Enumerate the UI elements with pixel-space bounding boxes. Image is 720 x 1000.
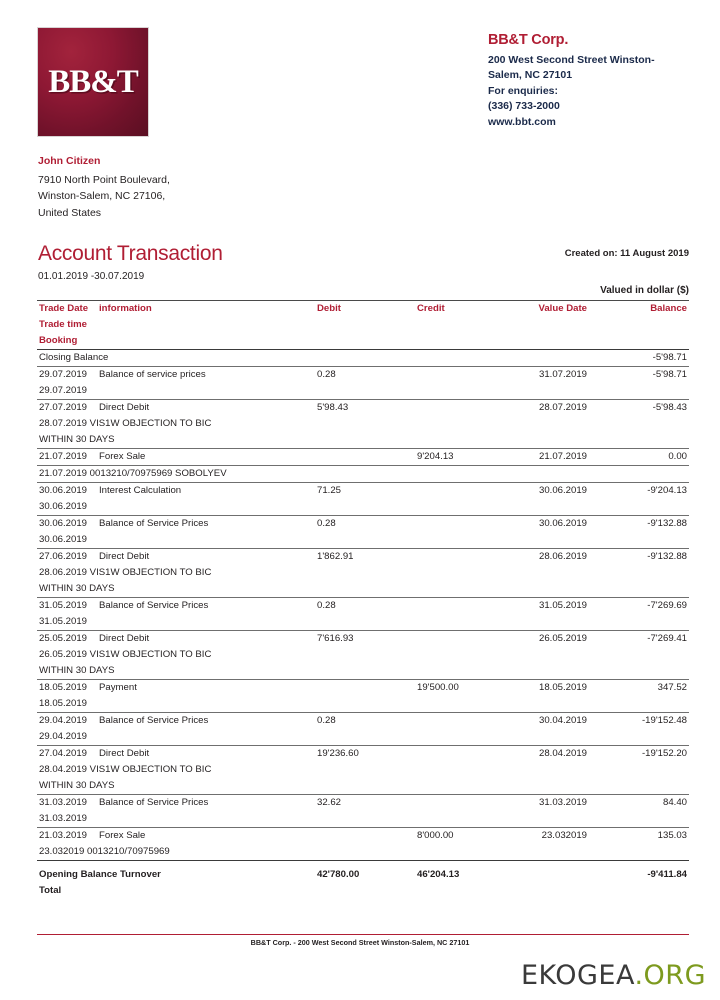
row-value-date: 28.06.2019 xyxy=(538,551,587,562)
row-information: Balance of Service Prices xyxy=(99,715,209,726)
row-balance: -5'98.71 xyxy=(652,369,687,380)
row-debit: 71.25 xyxy=(317,485,342,496)
row-information: Balance of Service Prices xyxy=(99,518,209,529)
table-row xyxy=(37,367,689,399)
row-balance: -19'152.48 xyxy=(641,715,687,726)
table-row xyxy=(37,549,689,597)
corporate-phone: (336) 733-2000 xyxy=(488,100,560,112)
row-credit: 9'204.13 xyxy=(417,451,454,462)
transactions-table xyxy=(37,300,689,899)
row-trade-date: 25.05.2019 xyxy=(39,633,88,644)
row-information: Direct Debit xyxy=(99,551,150,562)
closing-balance-value: -5'98.71 xyxy=(652,352,687,363)
row-balance: -7'269.41 xyxy=(647,633,687,644)
bbt-logo xyxy=(37,27,149,137)
header-booking: Booking xyxy=(39,335,78,346)
table-row xyxy=(37,400,689,448)
totals-balance: -9'411.84 xyxy=(647,869,687,880)
table-row xyxy=(37,631,689,679)
row-information: Direct Debit xyxy=(99,748,150,759)
row-debit: 1'862.91 xyxy=(317,551,354,562)
customer-name: John Citizen xyxy=(38,155,101,167)
row-trade-date: 30.06.2019 xyxy=(39,518,88,529)
row-detail-line: 28.06.2019 VIS1W OBJECTION TO BIC xyxy=(39,567,212,578)
row-detail-line: 29.07.2019 xyxy=(39,385,88,396)
row-credit: 8'000.00 xyxy=(417,830,454,841)
row-value-date: 18.05.2019 xyxy=(538,682,587,693)
corporate-enquiries-label: For enquiries: xyxy=(488,84,559,97)
valued-in-currency-label: Valued in dollar ($) xyxy=(600,285,689,296)
corporate-address-line: 200 West Second Street Winston- xyxy=(488,53,655,66)
row-trade-date: 27.04.2019 xyxy=(39,748,88,759)
row-detail-line: 31.03.2019 xyxy=(39,813,88,824)
bbt-logo-text: BB&T xyxy=(48,63,138,100)
row-trade-date: 30.06.2019 xyxy=(39,485,88,496)
row-value-date: 31.07.2019 xyxy=(538,369,587,380)
header-value-date: Value Date xyxy=(538,303,587,314)
table-header-row xyxy=(37,301,689,349)
row-value-date: 30.06.2019 xyxy=(538,518,587,529)
row-debit: 0.28 xyxy=(317,369,336,380)
row-value-date: 28.07.2019 xyxy=(538,402,587,413)
row-information: Balance of Service Prices xyxy=(99,600,209,611)
row-detail-line: 28.04.2019 VIS1W OBJECTION TO BIC xyxy=(39,764,212,775)
totals-label-secondary: Total xyxy=(39,885,62,896)
row-trade-date: 21.03.2019 xyxy=(39,830,88,841)
header-information: information xyxy=(99,303,152,314)
row-value-date: 30.04.2019 xyxy=(538,715,587,726)
row-information: Direct Debit xyxy=(99,402,150,413)
header-debit: Debit xyxy=(317,303,341,314)
row-trade-date: 21.07.2019 xyxy=(39,451,88,462)
row-value-date: 26.05.2019 xyxy=(538,633,587,644)
created-on-label: Created on: 11 August 2019 xyxy=(564,248,689,259)
table-row xyxy=(37,449,689,482)
customer-address-line: 7910 North Point Boulevard, xyxy=(38,173,170,186)
row-detail-line: 28.07.2019 VIS1W OBJECTION TO BIC xyxy=(39,418,212,429)
row-balance: -9'132.88 xyxy=(647,518,687,529)
row-credit: 19'500.00 xyxy=(417,682,459,693)
watermark xyxy=(521,960,706,991)
row-value-date: 28.04.2019 xyxy=(538,748,587,759)
row-trade-date: 31.03.2019 xyxy=(39,797,88,808)
row-information: Direct Debit xyxy=(99,633,150,644)
row-debit: 5'98.43 xyxy=(317,402,349,413)
customer-address-line: United States xyxy=(38,206,102,219)
row-value-date: 31.05.2019 xyxy=(538,600,587,611)
closing-balance-label: Closing Balance xyxy=(39,352,109,363)
table-row xyxy=(37,483,689,515)
row-detail-line: 21.07.2019 0013210/70975969 SOBOLYEV xyxy=(39,468,227,479)
watermark-primary: EKOGEA xyxy=(520,960,635,991)
footer-text: BB&T Corp. - 200 West Second Street Winston-Salem, NC 27101 xyxy=(250,938,470,947)
corporate-name: BB&T Corp. xyxy=(488,32,569,48)
row-detail-line: 31.05.2019 xyxy=(39,616,88,627)
row-trade-date: 29.04.2019 xyxy=(39,715,88,726)
totals-label: Opening Balance Turnover xyxy=(39,869,161,880)
row-balance: -19'152.20 xyxy=(641,748,687,759)
table-row xyxy=(37,516,689,548)
table-row xyxy=(37,828,689,860)
table-row xyxy=(37,795,689,827)
row-detail-line: 30.06.2019 xyxy=(39,501,88,512)
row-detail-line: WITHIN 30 DAYS xyxy=(39,583,115,594)
row-information: Forex Sale xyxy=(99,451,146,462)
corporate-address-line: Salem, NC 27101 xyxy=(488,69,573,81)
row-debit: 0.28 xyxy=(317,715,336,726)
header-trade-time: Trade time xyxy=(39,319,87,330)
row-trade-date: 18.05.2019 xyxy=(39,682,88,693)
row-debit: 19'236.60 xyxy=(317,748,359,759)
totals-credit: 46'204.13 xyxy=(417,869,460,880)
table-row xyxy=(37,746,689,794)
totals-row xyxy=(37,861,689,899)
row-debit: 0.28 xyxy=(317,518,336,529)
corporate-address-block xyxy=(488,33,708,130)
row-information: Balance of Service Prices xyxy=(99,797,209,808)
row-balance: -7'269.69 xyxy=(647,600,687,611)
row-detail-line: 18.05.2019 xyxy=(39,698,88,709)
row-debit: 0.28 xyxy=(317,600,336,611)
row-detail-line: WITHIN 30 DAYS xyxy=(39,780,115,791)
watermark-secondary: .ORG xyxy=(634,960,706,991)
row-balance: -5'98.43 xyxy=(652,402,687,413)
row-detail-line: 23.032019 0013210/70975969 xyxy=(39,846,170,857)
row-detail-line: 30.06.2019 xyxy=(39,534,88,545)
row-information: Interest Calculation xyxy=(99,485,182,496)
row-information: Forex Sale xyxy=(99,830,146,841)
table-row xyxy=(37,598,689,630)
row-value-date: 31.03.2019 xyxy=(538,797,587,808)
corporate-website: www.bbt.com xyxy=(488,115,556,128)
closing-balance-row xyxy=(37,350,689,366)
row-detail-line: WITHIN 30 DAYS xyxy=(39,665,115,676)
statement-period: 01.01.2019 -30.07.2019 xyxy=(38,271,145,282)
table-row xyxy=(37,680,689,712)
row-debit: 7'616.93 xyxy=(317,633,354,644)
row-debit: 32.62 xyxy=(317,797,342,808)
row-value-date: 23.032019 xyxy=(541,830,587,841)
header-balance: Balance xyxy=(650,303,687,314)
totals-debit: 42'780.00 xyxy=(317,869,360,880)
row-trade-date: 27.07.2019 xyxy=(39,402,88,413)
row-detail-line: WITHIN 30 DAYS xyxy=(39,434,115,445)
row-trade-date: 31.05.2019 xyxy=(39,600,88,611)
page-title: Account Transaction xyxy=(38,242,223,265)
row-balance: 0.00 xyxy=(668,451,687,462)
row-balance: -9'204.13 xyxy=(647,485,687,496)
row-balance: -9'132.88 xyxy=(647,551,687,562)
row-detail-line: 29.04.2019 xyxy=(39,731,88,742)
row-trade-date: 27.06.2019 xyxy=(39,551,88,562)
row-information: Balance of service prices xyxy=(99,369,206,380)
table-row xyxy=(37,713,689,745)
customer-address-line: Winston-Salem, NC 27106, xyxy=(38,190,166,202)
footer-divider xyxy=(37,934,689,935)
row-value-date: 21.07.2019 xyxy=(538,451,587,462)
row-information: Payment xyxy=(99,682,137,693)
header-trade-date: Trade Date xyxy=(39,303,89,314)
row-balance: 84.40 xyxy=(662,797,687,808)
row-detail-line: 26.05.2019 VIS1W OBJECTION TO BIC xyxy=(39,649,212,660)
customer-address-block xyxy=(38,153,338,221)
row-value-date: 30.06.2019 xyxy=(538,485,587,496)
row-balance: 135.03 xyxy=(657,830,687,841)
row-balance: 347.52 xyxy=(657,682,687,693)
row-trade-date: 29.07.2019 xyxy=(39,369,88,380)
header-credit: Credit xyxy=(417,303,445,314)
